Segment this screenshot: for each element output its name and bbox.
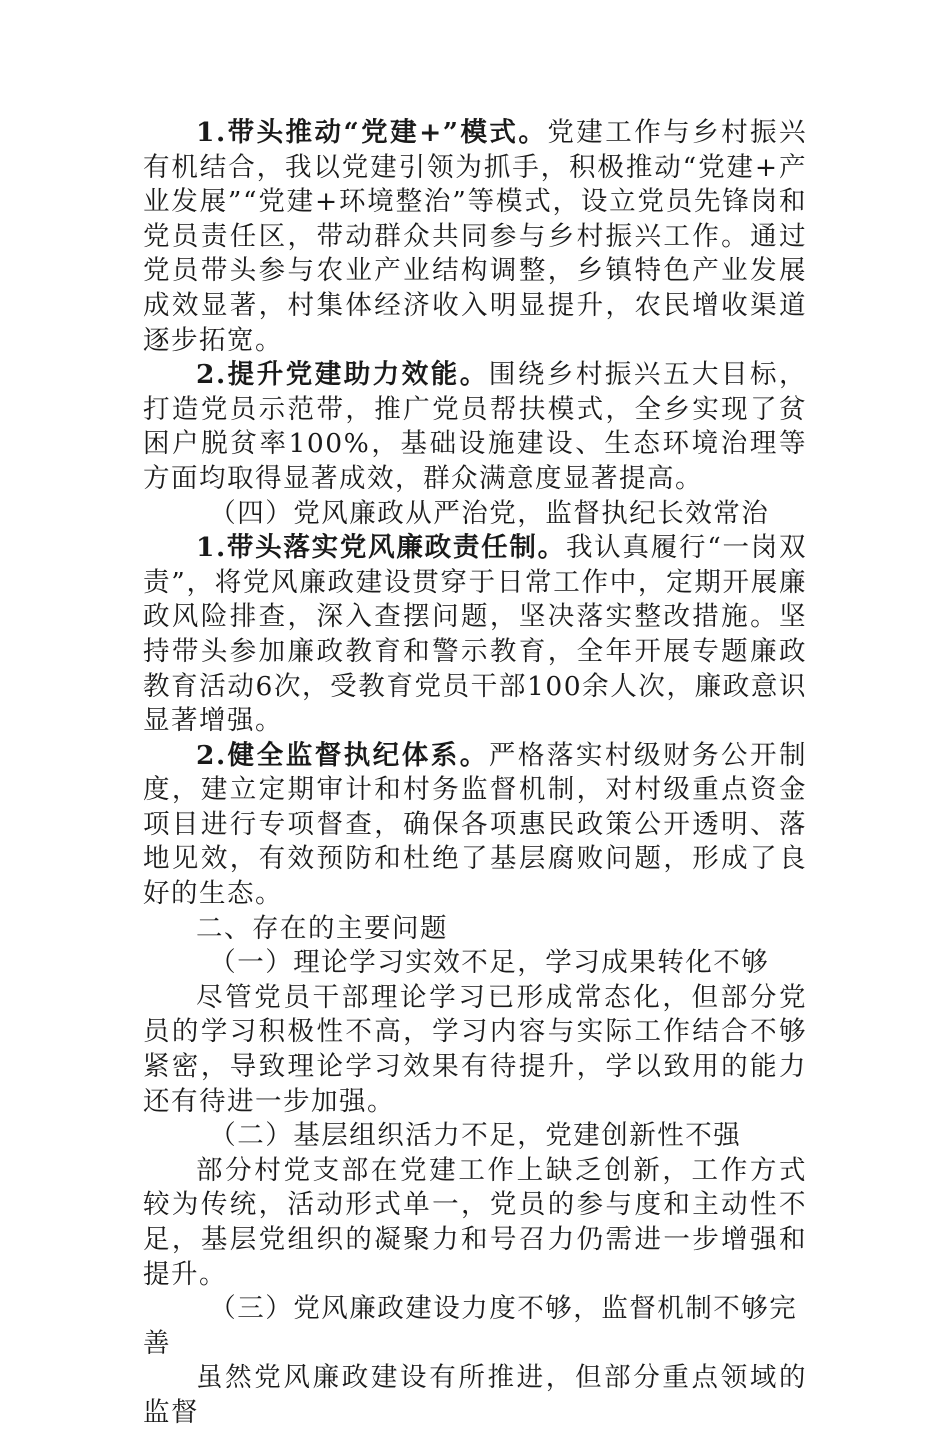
subheading-grassroots-vitality: （二）基层组织活力不足，党建创新性不强 xyxy=(209,1120,742,1152)
paragraph-party-building-mode xyxy=(143,116,807,358)
paragraph-lead: 1.带头推动“党建+”模式。 xyxy=(196,117,548,148)
paragraph-text: 党建工作与乡村振兴有机结合，我以党建引领为抓手，积极推动“党建+产业发展”“党建+环境整治”等模式，设立党员先锋岗和党员责任区，带动群众共同参与乡村振兴工作。通过党员带头参与农业产业结构调整，乡镇特色产业发展成效显著，村集体经济收入明显提升，农民增收渠道逐步拓宽。 xyxy=(143,117,807,356)
paragraph-text: 严格落实村级财务公开制度，建立定期审计和村务监督机制，对村级重点资金项目进行专项督查，确保各项惠民政策公开透明、落地见效，有效预防和杜绝了基层腐败问题，形成了良好的生态。 xyxy=(143,739,808,910)
subheading-theory-study: （一）理论学习实效不足，学习成果转化不够 xyxy=(209,947,770,979)
paragraph-text: 我认真履行“一岗双责”，将党风廉政建设贯穿于日常工作中，定期开展廉政风险排查，深入查摆问题，坚决落实整改措施。坚持带头参加廉政教育和警示教育，全年开展专题廉政教育活动6次，受教育党员干部100余人次，廉政意识显著增强。 xyxy=(143,532,807,737)
section-heading-main-problems: 二、存在的主要问题 xyxy=(196,912,448,944)
paragraph-supervision-system xyxy=(143,739,807,912)
paragraph-text: 围绕乡村振兴五大目标，打造党员示范带，推广党员帮扶模式，全乡实现了贫困户脱贫率100%，基础设施建设、生态环境治理等方面均取得显著成效，群众满意度显著提高。 xyxy=(143,359,808,494)
paragraph-lead: 2.提升党建助力效能。 xyxy=(196,359,489,391)
paragraph-lead: 2.健全监督执纪体系。 xyxy=(196,739,489,771)
paragraph-integrity-supervision: 虽然党风廉政建设有所推进，但部分重点领域的监督 xyxy=(143,1362,807,1428)
document-page xyxy=(143,116,807,1431)
paragraph-integrity-responsibility xyxy=(143,531,807,739)
subheading-integrity-supervision: （三）党风廉政建设力度不够，监督机制不够完善 xyxy=(143,1293,798,1359)
paragraph-party-building-efficiency xyxy=(143,358,807,496)
paragraph-grassroots-vitality: 部分村党支部在党建工作上缺乏创新，工作方式较为传统，活动形式单一，党员的参与度和主动性不足，基层党组织的凝聚力和号召力仍需进一步增强和提升。 xyxy=(143,1154,807,1290)
paragraph-lead: 1.带头落实党风廉政责任制。 xyxy=(196,532,566,564)
subheading-integrity: （四）党风廉政从严治党，监督执纪长效常治 xyxy=(209,497,770,529)
paragraph-theory-study: 尽管党员干部理论学习已形成常态化，但部分党员的学习积极性不高，学习内容与实际工作结合不够紧密，导致理论学习效果有待提升，学以致用的能力还有待进一步加强。 xyxy=(143,981,807,1117)
